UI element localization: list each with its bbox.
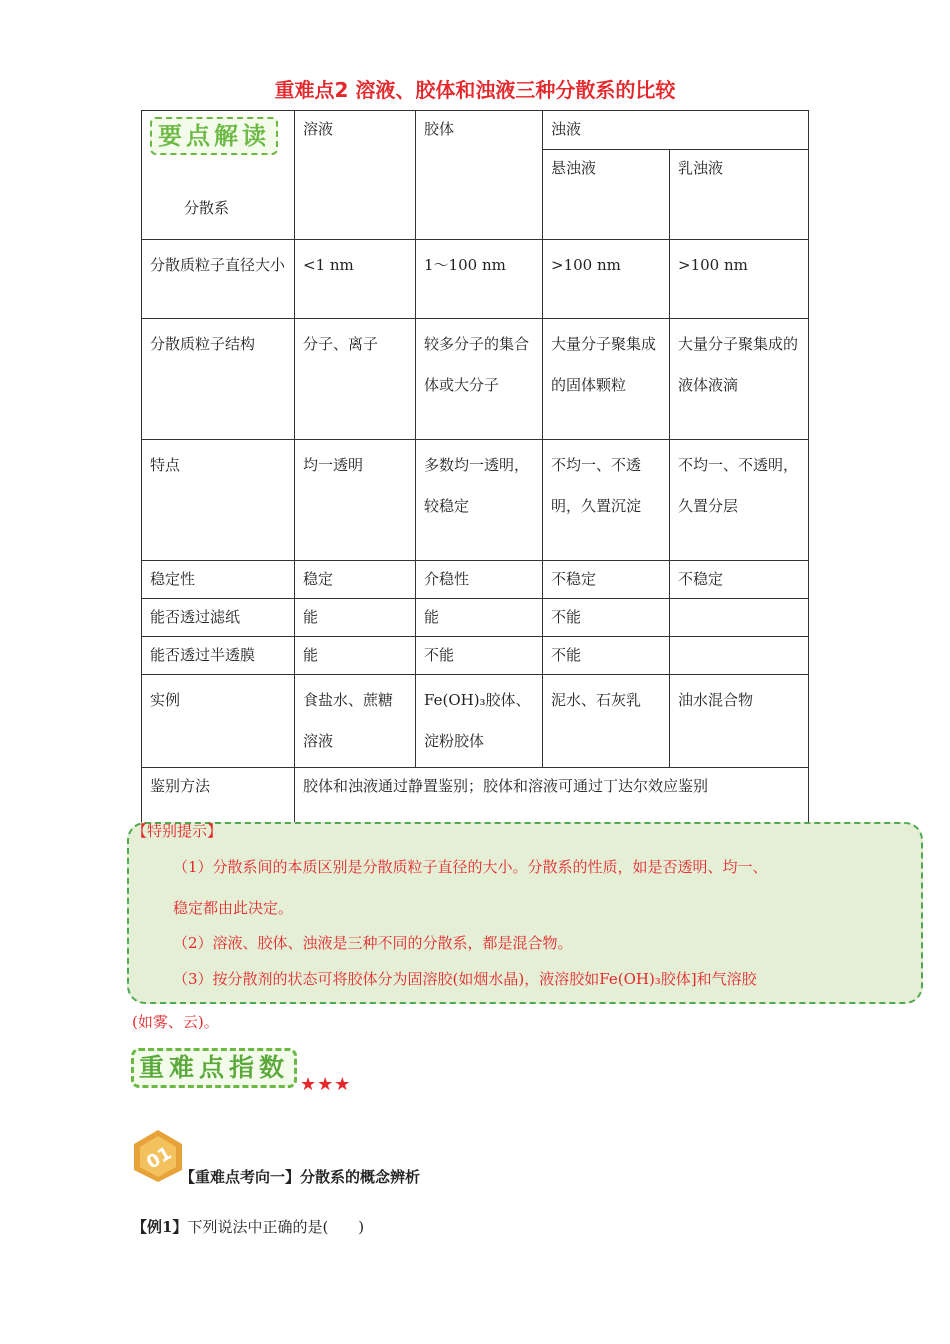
direction-heading: 【重难点考向一】分散系的概念辨析	[180, 1168, 421, 1186]
tip-line-3a: （3）按分散剂的状态可将胶体分为固溶胶(如烟水晶)，液溶胶如Fe(OH)₃胶体]和气溶胶	[173, 970, 757, 988]
cell-size-solution: <1 nm	[295, 240, 416, 319]
cell-structure-solution: 分子、离子	[295, 319, 416, 440]
header-emulsion: 乳浊液	[670, 150, 809, 240]
cell-stability-colloid: 介稳性	[416, 561, 543, 599]
header-turbid: 浊液	[543, 111, 809, 150]
header-colloid: 胶体	[416, 111, 543, 240]
cell-membrane-solution: 能	[295, 637, 416, 675]
cell-stability-solution: 稳定	[295, 561, 416, 599]
key-points-badge: 要点解读	[150, 117, 278, 155]
cell-example-colloid: Fe(OH)₃胶体、淀粉胶体	[416, 675, 543, 768]
cell-feature-emulsion: 不均一、不透明，久置分层	[670, 440, 809, 561]
number-badge-text: 01	[143, 1142, 176, 1174]
tip-line-3b: (如雾、云)。	[132, 1013, 219, 1031]
row-label-filter: 能否透过滤纸	[142, 599, 295, 637]
tip-line-2: （2）溶液、胶体、浊液是三种不同的分散系，都是混合物。	[173, 934, 573, 952]
cell-membrane-emulsion	[670, 637, 809, 675]
comparison-table	[141, 110, 809, 827]
tip-line-1b: 稳定都由此决定。	[173, 899, 294, 917]
table-corner-cell	[142, 111, 295, 240]
cell-filter-solution: 能	[295, 599, 416, 637]
cell-feature-solution: 均一透明	[295, 440, 416, 561]
cell-structure-colloid: 较多分子的集合体或大分子	[416, 319, 543, 440]
example-tag: 【例1】	[132, 1218, 188, 1236]
row-label-feature: 特点	[142, 440, 295, 561]
cell-filter-suspension: 不能	[543, 599, 670, 637]
cell-example-suspension: 泥水、石灰乳	[543, 675, 670, 768]
cell-example-solution: 食盐水、蔗糖溶液	[295, 675, 416, 768]
row-label-structure: 分散质粒子结构	[142, 319, 295, 440]
row-label-method: 鉴别方法	[142, 768, 295, 827]
example-text: 下列说法中正确的是( )	[187, 1218, 365, 1236]
cell-size-suspension: >100 nm	[543, 240, 670, 319]
example-question	[132, 1216, 364, 1237]
row-label-stability: 稳定性	[142, 561, 295, 599]
difficulty-index-badge: 重难点指数	[131, 1048, 297, 1088]
page-title: 重难点2 溶液、胶体和浊液三种分散系的比较	[274, 78, 676, 102]
header-solution: 溶液	[295, 111, 416, 240]
cell-membrane-suspension: 不能	[543, 637, 670, 675]
special-tip-heading: 【特别提示】	[132, 822, 223, 840]
cell-size-emulsion: >100 nm	[670, 240, 809, 319]
cell-stability-emulsion: 不稳定	[670, 561, 809, 599]
cell-feature-suspension: 不均一、不透明，久置沉淀	[543, 440, 670, 561]
cell-stability-suspension: 不稳定	[543, 561, 670, 599]
cell-example-emulsion: 油水混合物	[670, 675, 809, 768]
corner-label: 分散系	[184, 199, 230, 217]
row-label-size: 分散质粒子直径大小	[142, 240, 295, 319]
cell-membrane-colloid: 不能	[416, 637, 543, 675]
header-suspension: 悬浊液	[543, 150, 670, 240]
tip-line-1a: （1）分散系间的本质区别是分散质粒子直径的大小。分散系的性质，如是否透明、均一、	[173, 858, 768, 876]
cell-filter-emulsion	[670, 599, 809, 637]
cell-structure-suspension: 大量分子聚集成的固体颗粒	[543, 319, 670, 440]
cell-feature-colloid: 多数均一透明，较稳定	[416, 440, 543, 561]
cell-size-colloid: 1～100 nm	[416, 240, 543, 319]
row-label-membrane: 能否透过半透膜	[142, 637, 295, 675]
number-badge-icon	[130, 1128, 186, 1184]
cell-structure-emulsion: 大量分子聚集成的液体液滴	[670, 319, 809, 440]
cell-filter-colloid: 能	[416, 599, 543, 637]
star-rating-icon: ★★★	[300, 1074, 352, 1095]
cell-method-text: 胶体和浊液通过静置鉴别；胶体和溶液可通过丁达尔效应鉴别	[295, 768, 809, 827]
row-label-example: 实例	[142, 675, 295, 768]
